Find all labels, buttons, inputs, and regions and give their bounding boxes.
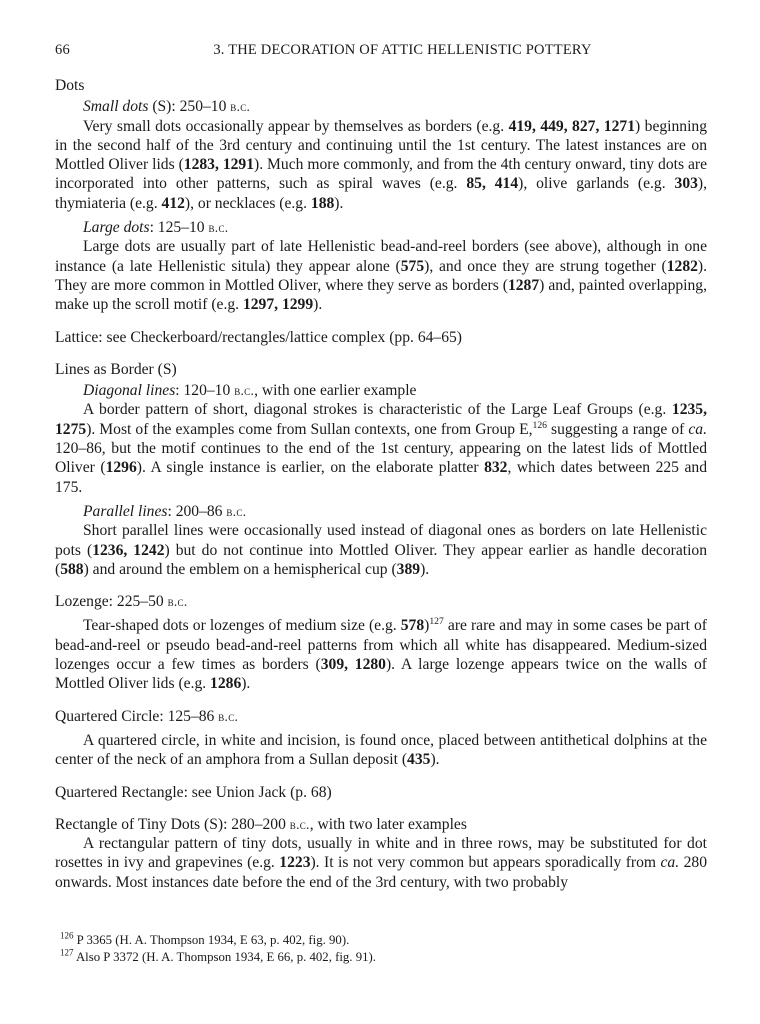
era-marker: b.c. (226, 503, 247, 519)
subheading-label: Diagonal lines (83, 382, 176, 400)
subheading-large-dots: Large dots: 125–10 b.c. (83, 219, 229, 237)
paragraph-diagonal-lines: A border pattern of short, diagonal strokes is characteristic of the Large Leaf Groups (e.g. 1235, 1275). Most of the examples come from Sullan contexts, one from Group E,$^{126}$ suggesting a range of ca. 120–86, but the motif continues to the end of the 1st century, appearing on the latest lids of Mottled Oliver (1296). A single instance is earlier, on the elaborate platter 832, which dates between 225 and 175. (55, 401, 707, 496)
paragraph-small-dots: Very small dots occasionally appear by themselves as borders (e.g. 419, 449, 827, 1271) beginning in the second half of the 3rd century and continuing until the 1st century. The latest instances are on Mottled Oliver lids (1283, 1291). Much more commonly, and from the 4th century onward, tiny dots are incorporated into other patterns, such as spiral waves (e.g. 85, 414), olive garlands (e.g. 303), thymiateria (e.g. 412), or necklaces (e.g. 188). (55, 117, 708, 212)
catalogue-ref: 575 (400, 257, 425, 275)
section-heading-lattice: Lattice: see Checkerboard/rectangles/lattice complex (pp. 64–65) (55, 328, 462, 346)
subheading-label: Parallel lines (83, 502, 168, 520)
subheading-label: Large dots (83, 219, 150, 237)
section-heading-dots: Dots (55, 77, 85, 94)
catalogue-ref: 1235, 1275 (55, 401, 707, 438)
running-title: 3. THE DECORATION OF ATTIC HELLENISTIC POTTERY (213, 42, 592, 58)
era-marker: b.c. (289, 816, 310, 832)
section-heading-quartered-rectangle: Quartered Rectangle: see Union Jack (p. 68) (55, 783, 332, 801)
catalogue-ref: 1283, 1291 (183, 156, 255, 174)
catalogue-ref: 389 (396, 560, 421, 578)
footnote-number: 126 (60, 930, 74, 941)
catalogue-ref: 1297, 1299 (242, 296, 314, 314)
paragraph-large-dots: Large dots are usually part of late Hellenistic bead-and-reel borders (see above), although in one instance (a late Hellenistic situla) they appear alone (575), and once they are strung together (1282). They are more common in Mottled Oliver, where they serve as borders (1287) and, painted overlapping, make up the scroll motif (e.g. 1297, 1299). (55, 238, 707, 314)
era-marker: b.c. (167, 594, 188, 610)
catalogue-ref: 1296 (105, 459, 137, 477)
running-header (55, 42, 710, 62)
subheading-small-dots: Small dots (S): 250–10 b.c. (83, 98, 251, 116)
catalogue-ref: 1282 (666, 257, 698, 275)
era-marker: b.c. (234, 383, 255, 399)
catalogue-ref: 412 (161, 194, 185, 212)
footnote: $^{126}$ P 3365 (H. A. Thompson 1934, E 63, p. 402, fig. 90). (60, 930, 350, 947)
section-heading-lozenge: Lozenge: 225–50 b.c. (55, 593, 188, 611)
catalogue-ref: 85, 414 (466, 175, 519, 193)
footnote-ref: 126 (532, 419, 547, 431)
section-heading-rectangle-tiny-dots: Rectangle of Tiny Dots (S): 280–200 b.c., with two later examples (55, 815, 467, 833)
footnote-number: 127 (60, 947, 74, 958)
subheading-diagonal-lines: Diagonal lines: 120–10 b.c., with one earlier example (83, 382, 417, 400)
catalogue-ref: 303 (674, 175, 698, 193)
catalogue-ref: 1236, 1242 (92, 541, 165, 559)
section-heading-lines: Lines as Border (S) (55, 360, 177, 378)
era-marker: b.c. (230, 99, 251, 115)
paragraph-quartered-circle: A quartered circle, in white and incision, is found once, placed between antithetical dolphins at the center of the neck of an amphora from a Sullan deposit (435). (55, 731, 707, 769)
subheading-label: Small dots (83, 98, 149, 116)
footnote: $^{127}$ Also P 3372 (H. A. Thompson 1934, E 66, p. 402, fig. 91). (60, 947, 376, 964)
page-number: 66 (55, 42, 70, 58)
era-marker: b.c. (208, 220, 229, 236)
paragraph-lozenge: Tear-shaped dots or lozenges of medium size (e.g. 578)$^{127}$ are rare and may in some cases be part of bead-and-reel or pseudo bead-and-reel patterns from which all white has disappeared. Medium-sized lozenges occur a few times as borders (309, 1280). A large lozenge appears twice on the walls of Mottled Oliver lids (e.g. 1286). (55, 616, 707, 693)
catalogue-ref: 578 (400, 617, 425, 635)
footnotes (55, 932, 707, 965)
catalogue-ref: 309, 1280 (320, 656, 386, 674)
catalogue-ref: 1287 (507, 276, 540, 294)
catalogue-ref: 832 (484, 459, 508, 477)
subheading-parallel-lines: Parallel lines: 200–86 b.c. (83, 502, 247, 520)
paragraph-parallel-lines: Short parallel lines were occasionally used instead of diagonal ones as borders on late Hellenistic pots (1236, 1242) but do not continue into Mottled Oliver. They appear earlier as handle decoration (588) and around the emblem on a hemispherical cup (389). (55, 522, 708, 578)
catalogue-ref: 588 (60, 560, 84, 578)
catalogue-ref: 1223 (279, 854, 311, 872)
catalogue-ref: 419, 449, 827, 1271 (508, 117, 635, 135)
catalogue-ref: 1286 (210, 675, 242, 693)
catalogue-ref: 188 (310, 194, 335, 212)
paragraph-rectangle-tiny-dots: A rectangular pattern of tiny dots, usually in white and in three rows, may be substituted for dot rosettes in ivy and grapevines (e.g. 1223). It is not very common but appears sporadically from ca. 280 onwards. Most instances date before the end of the 3rd century, with two probably (55, 835, 707, 891)
era-marker: b.c. (218, 708, 239, 724)
main-text (55, 76, 707, 892)
footnote-ref: 127 (429, 616, 444, 628)
catalogue-ref: 435 (407, 751, 431, 769)
section-heading-quartered-circle: Quartered Circle: 125–86 b.c. (55, 707, 239, 725)
